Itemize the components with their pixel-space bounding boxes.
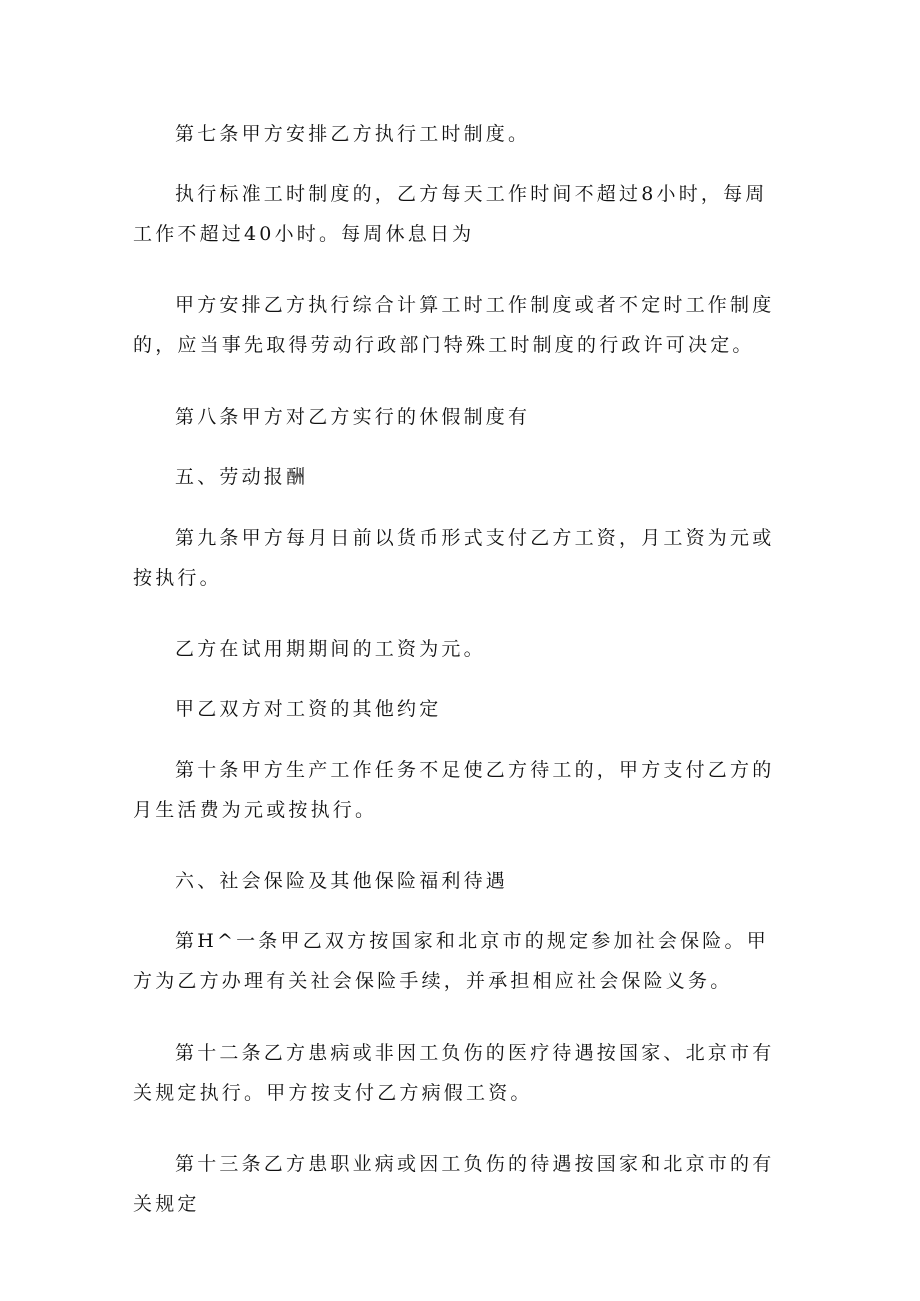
paragraph-article-10: 第十条甲方生产工作任务不足使乙方待工的，甲方支付乙方的月生活费为元或按执行。	[133, 759, 775, 821]
paragraph-flexible-hours: 甲方安排乙方执行综合计算工时工作制度或者不定时工作制度的，应当事先取得劳动行政部门特殊工时制度的行政许可决定。	[133, 294, 775, 356]
paragraph-standard-hours: 执行标准工时制度的，乙方每天工作时间不超过8小时，每周工作不超过40小时。每周休息日为	[133, 183, 768, 245]
paragraph-article-12: 第十二条乙方患病或非因工负伤的医疗待遇按国家、北京市有关规定执行。甲方按支付乙方病假工资。	[133, 1042, 775, 1104]
paragraph-article-9: 第九条甲方每月日前以货币形式支付乙方工资，月工资为元或按执行。	[133, 527, 775, 589]
paragraph-probation-wage: 乙方在试用期期间的工资为元。	[175, 638, 486, 660]
paragraph-other-wage-terms: 甲乙双方对工资的其他约定	[175, 698, 442, 720]
section-heading-remuneration: 五、劳动报酬	[175, 466, 309, 488]
paragraph-article-13: 第十三条乙方患职业病或因工负伤的待遇按国家和北京市的有关规定	[133, 1153, 775, 1215]
paragraph-article-8: 第八条甲方对乙方实行的休假制度有	[175, 406, 531, 428]
paragraph-article-11: 第H^一条甲乙双方按国家和北京市的规定参加社会保险。甲方为乙方办理有关社会保险手续，并承担相应社会保险义务。	[133, 930, 769, 992]
section-heading-social-insurance: 六、社会保险及其他保险福利待遇	[175, 870, 509, 892]
paragraph-article-7: 第七条甲方安排乙方执行工时制度。	[175, 123, 531, 145]
